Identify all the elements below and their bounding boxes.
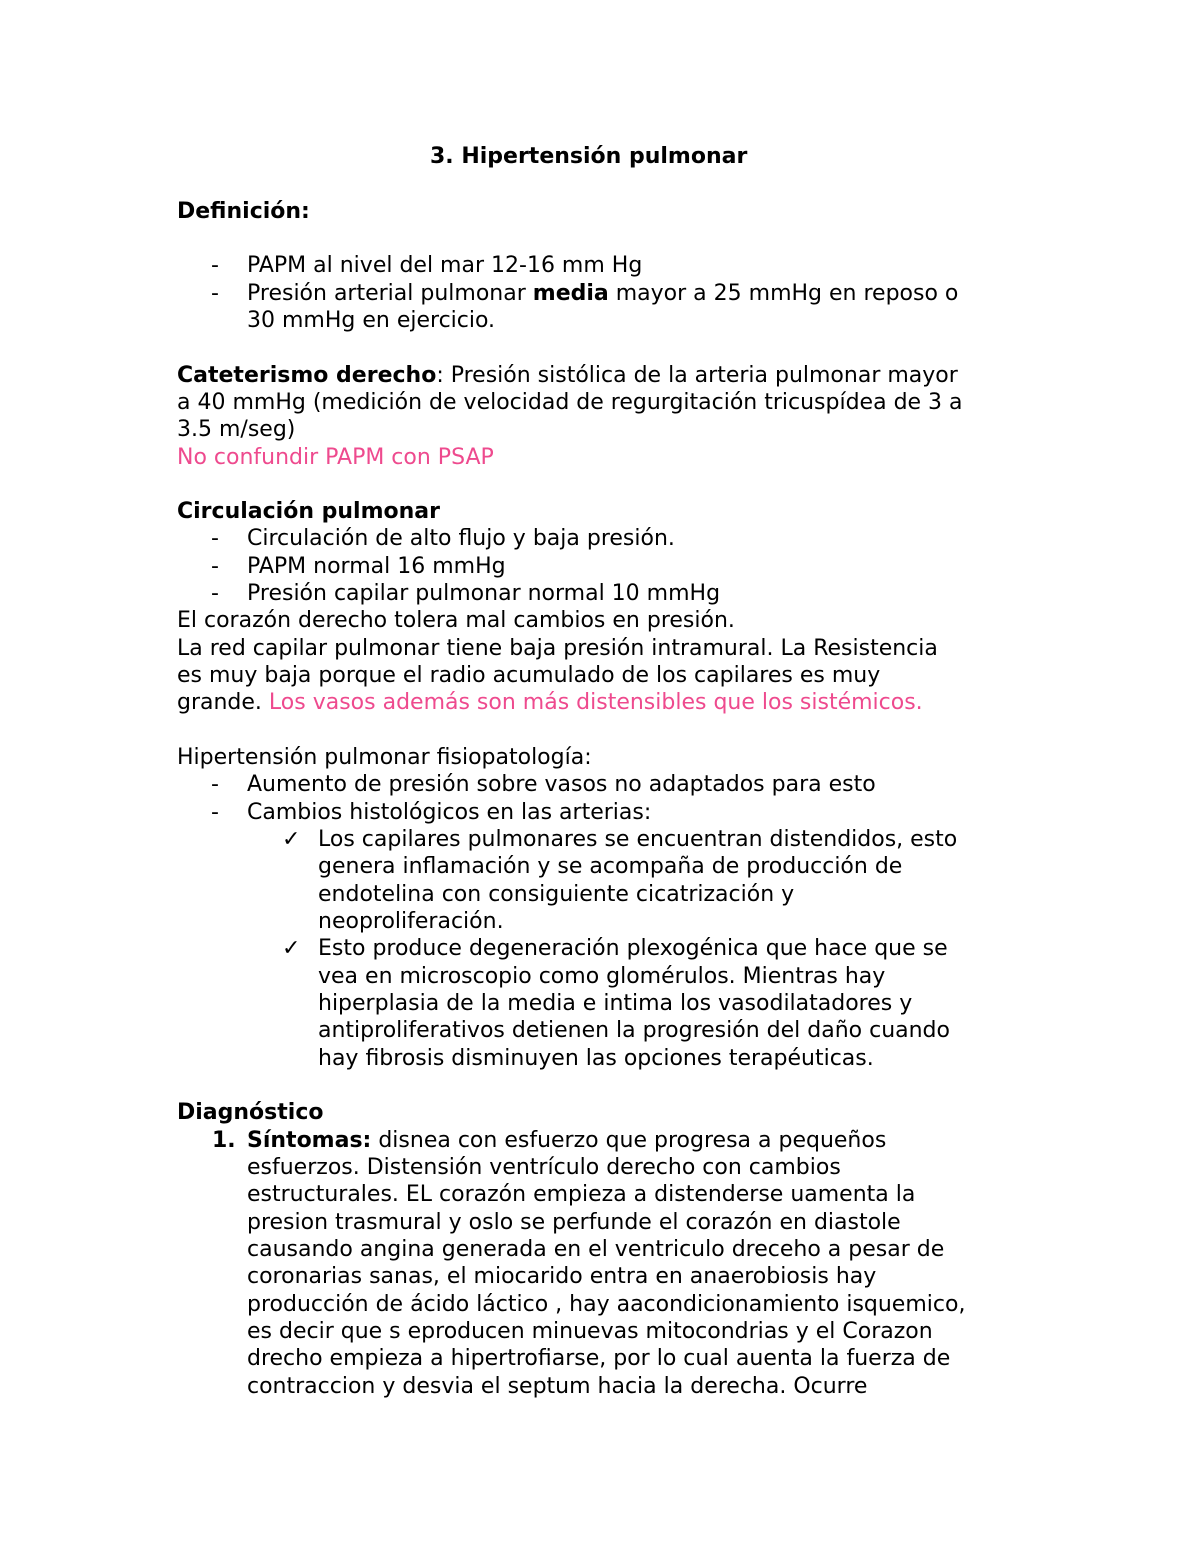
dash-bullet: -: [211, 554, 219, 579]
check-item-2-line-1: Esto produce degeneración plexogénica que hace que se: [318, 936, 948, 961]
circulacion-line-3: es muy baja porque el radio acumulado de los capilares es muy: [177, 663, 881, 688]
circulacion-line-2: La red capilar pulmonar tiene baja presión intramural. La Resistencia: [177, 636, 938, 661]
diagnostico-line-9: drecho empieza a hipertrofiarse, por lo cual auenta la fuerza de: [247, 1346, 951, 1371]
fisiopatologia-item-2: Cambios histológicos en las arterias:: [247, 800, 652, 825]
page-title: 3. Hipertensión pulmonar: [430, 144, 748, 169]
check-item-2-line-4: antiproliferativos detienen la progresión del daño cuando: [318, 1018, 950, 1043]
cateterismo-line-2: a 40 mmHg (medición de velocidad de regurgitación tricuspídea de 3 a: [177, 390, 963, 415]
cateterismo-line-3: 3.5 m/seg): [177, 417, 296, 442]
diagnostico-heading: Diagnóstico: [177, 1100, 324, 1125]
dash-bullet: -: [211, 526, 219, 551]
check-item-2-line-2: vea en microscopio como glomérulos. Mientras hay: [318, 964, 886, 989]
diagnostico-line-1: Síntomas: disnea con esfuerzo que progresa a pequeños: [247, 1128, 887, 1153]
check-item-1-line-4: neoproliferación.: [318, 909, 504, 934]
cateterismo-line-1: Cateterismo derecho: Presión sistólica de la arteria pulmonar mayor: [177, 363, 958, 388]
cateterismo-note: No confundir PAPM con PSAP: [177, 445, 494, 470]
definicion-item-2: Presión arterial pulmonar media mayor a 25 mmHg en reposo o: [247, 281, 959, 306]
diagnostico-line-6: coronarias sanas, el miocarido entra en anaerobiosis hay: [247, 1264, 877, 1289]
diagnostico-line-2: esfuerzos. Distensión ventrículo derecho con cambios: [247, 1155, 841, 1180]
check-icon: ✓: [282, 936, 301, 961]
fisiopatologia-heading: Hipertensión pulmonar fisiopatología:: [177, 745, 592, 770]
diagnostico-line-8: es decir que s eproducen minuevas mitocondrias y el Corazon: [247, 1319, 933, 1344]
diagnostico-line-7: producción de ácido láctico , hay aacondicionamiento isquemico,: [247, 1292, 966, 1317]
check-item-1-line-1: Los capilares pulmonares se encuentran distendidos, esto: [318, 827, 958, 852]
definicion-item-1: PAPM al nivel del mar 12-16 mm Hg: [247, 253, 643, 278]
diagnostico-line-5: causando angina generada en el ventriculo dreceho a pesar de: [247, 1237, 945, 1262]
list-number: 1.: [212, 1128, 236, 1153]
circulacion-item-3: Presión capilar pulmonar normal 10 mmHg: [247, 581, 721, 606]
check-item-2-line-3: hiperplasia de la media e intima los vasodilatadores y: [318, 991, 913, 1016]
circulacion-item-2: PAPM normal 16 mmHg: [247, 554, 506, 579]
circulacion-heading: Circulación pulmonar: [177, 499, 440, 524]
dash-bullet: -: [211, 581, 219, 606]
check-item-1-line-3: endotelina con consiguiente cicatrización y: [318, 882, 795, 907]
circulacion-item-1: Circulación de alto flujo y baja presión.: [247, 526, 675, 551]
diagnostico-line-10: contraccion y desvia el septum hacia la derecha. Ocurre: [247, 1374, 868, 1399]
dash-bullet: -: [211, 800, 219, 825]
diagnostico-line-3: estructurales. EL corazón empieza a distenderse uamenta la: [247, 1182, 916, 1207]
definicion-heading: Definición:: [177, 199, 310, 224]
check-item-2-line-5: hay fibrosis disminuyen las opciones terapéuticas.: [318, 1046, 874, 1071]
check-item-1-line-2: genera inflamación y se acompaña de producción de: [318, 854, 903, 879]
diagnostico-line-4: presion trasmural y oslo se perfunde el corazón en diastole: [247, 1210, 901, 1235]
fisiopatologia-item-1: Aumento de presión sobre vasos no adaptados para esto: [247, 772, 876, 797]
circulacion-line-1: El corazón derecho tolera mal cambios en presión.: [177, 608, 735, 633]
dash-bullet: -: [211, 772, 219, 797]
dash-bullet: -: [211, 253, 219, 278]
check-icon: ✓: [282, 827, 301, 852]
circulacion-line-4: grande. Los vasos además son más distensibles que los sistémicos.: [177, 690, 923, 715]
dash-bullet: -: [211, 281, 219, 306]
definicion-item-2-cont: 30 mmHg en ejercicio.: [247, 308, 496, 333]
